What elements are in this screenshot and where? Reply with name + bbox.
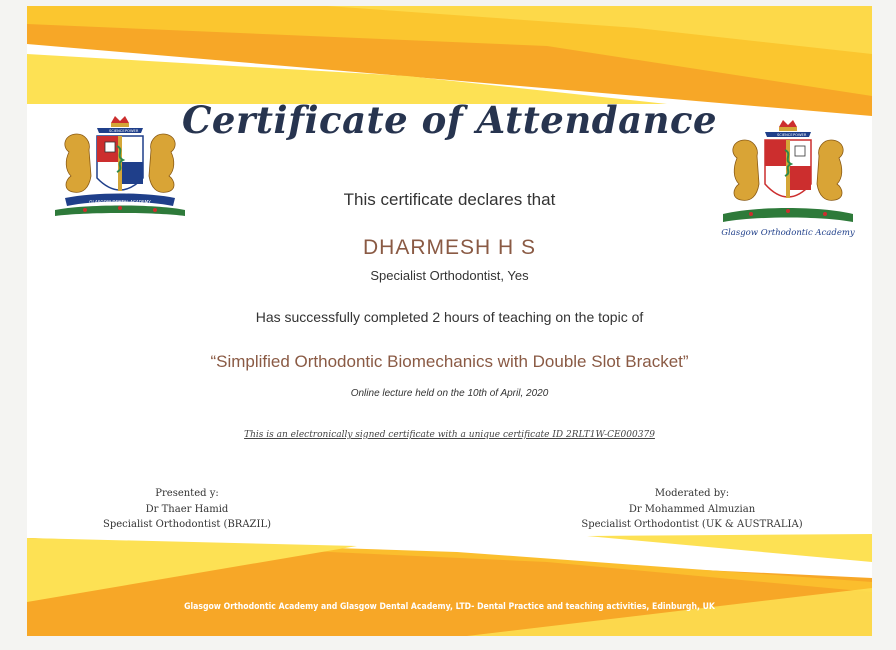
emblem-left-motto-right: POWER bbox=[125, 129, 139, 133]
certificate-sheet bbox=[27, 6, 872, 636]
moderator-signature-block bbox=[567, 486, 817, 533]
moderator-caption: Moderated by: bbox=[654, 488, 730, 499]
completion-statement: Has successfully completed 2 hours of teaching on the topic of bbox=[255, 309, 644, 325]
presenter-signature-block bbox=[87, 486, 287, 533]
lecture-topic: “Simplified Orthodontic Biomechanics with Double Slot Bracket” bbox=[210, 352, 689, 371]
lecture-date-line: Online lecture held on the 10th of April, 2020 bbox=[350, 388, 549, 399]
recipient-name: DHARMESH H S bbox=[362, 236, 537, 259]
emblem-right-motto-right: POWER bbox=[793, 133, 807, 137]
certificate-id-line: This is an electronically signed certificate with a unique certificate ID 2RLT1W-CE000379 bbox=[244, 430, 655, 440]
declares-line: This certificate declares that bbox=[343, 190, 556, 209]
presenter-name: Dr Thaer Hamid bbox=[145, 503, 229, 515]
emblem-left-ribbon: GLASGOW DENTAL ACADEMY bbox=[89, 199, 151, 205]
moderator-title: Specialist Orthodontist (UK & AUSTRALIA) bbox=[581, 519, 803, 530]
footer-text: Glasgow Orthodontic Academy and Glasgow Dental Academy, LTD- Dental Practice and teaching activities, Edinburgh, UK bbox=[184, 602, 715, 612]
emblem-left-motto-left: SCIENCE bbox=[109, 129, 125, 133]
presenter-title: Specialist Orthodontist (BRAZIL) bbox=[103, 519, 271, 530]
bottom-decorative-band bbox=[27, 532, 872, 636]
emblem-right-ribbon: Glasgow Orthodontic Academy bbox=[721, 228, 855, 238]
presenter-caption: Presented y: bbox=[155, 488, 219, 499]
moderator-name: Dr Mohammed Almuzian bbox=[628, 503, 756, 515]
emblem-right-motto-left: SCIENCE bbox=[777, 133, 793, 137]
recipient-role: Specialist Orthodontist, Yes bbox=[370, 268, 529, 283]
certificate-title: Certificate of Attendance bbox=[181, 98, 718, 142]
